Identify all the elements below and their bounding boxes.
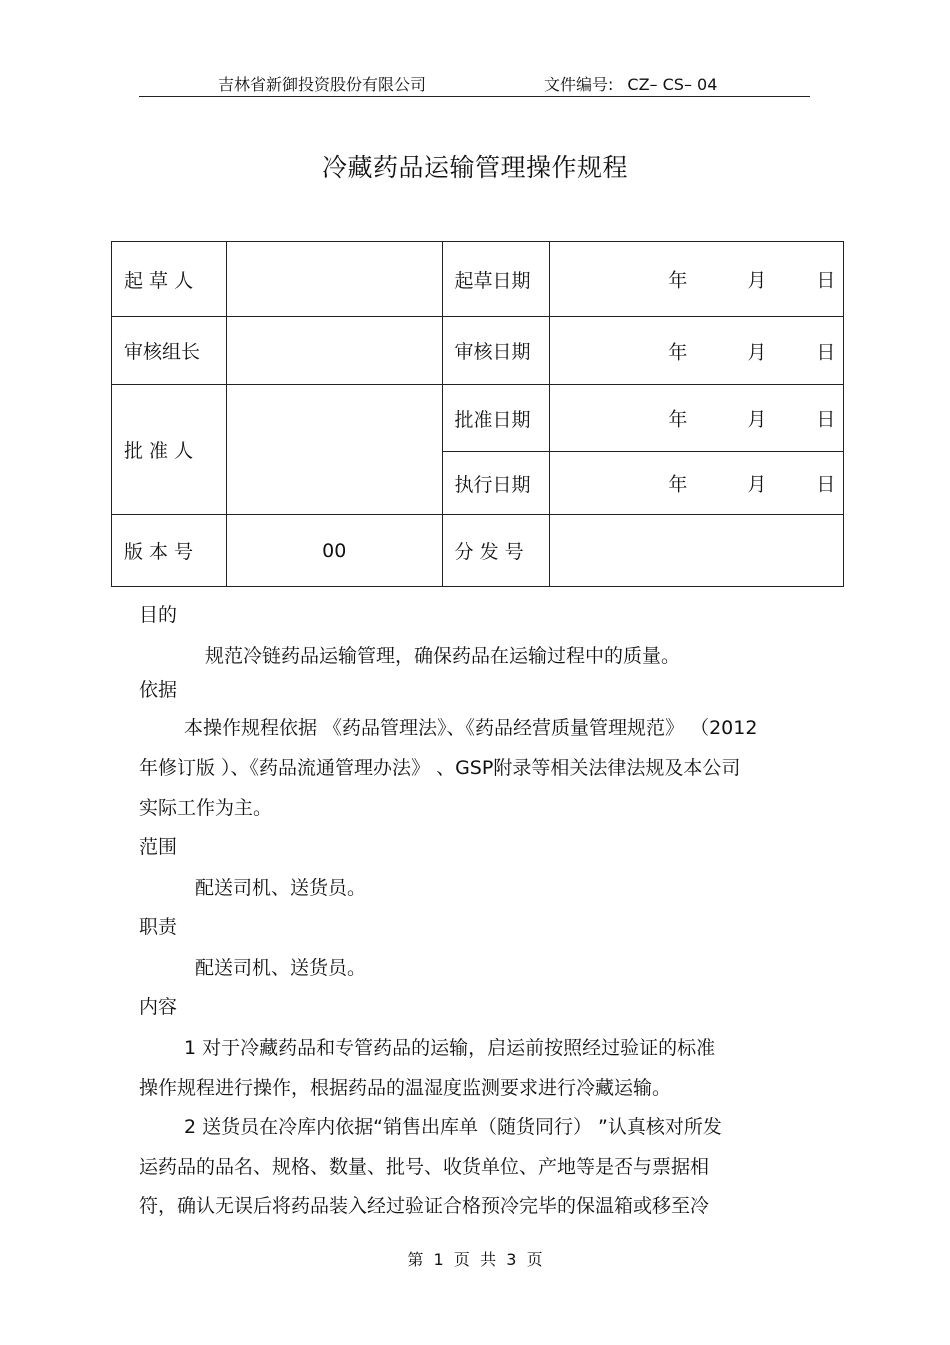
- table-row: [112, 317, 844, 385]
- draft-date-value: [550, 242, 844, 317]
- review-date-value: [550, 317, 844, 385]
- month-label: 月: [747, 473, 767, 496]
- item-2-line-2: 运药品的品名、规格、数量、批号、收货单位、产地等是否与票据相: [139, 1156, 710, 1178]
- scope-text: 配送司机、送货员。: [195, 877, 367, 899]
- reviewer-value: [226, 317, 442, 385]
- company-name: 吉林省新御投资股份有限公司: [218, 75, 427, 94]
- year-label: 年: [668, 408, 688, 431]
- document-number-label: 文件编号:: [544, 75, 614, 94]
- month-label: 月: [747, 341, 767, 363]
- version-label: 版 本 号: [112, 515, 227, 587]
- basis-heading: 依据: [139, 679, 178, 701]
- version-value: 00: [226, 515, 442, 587]
- approver-label: 批 准 人: [112, 385, 227, 515]
- day-label: 日: [816, 473, 836, 496]
- purpose-heading: 目的: [139, 604, 178, 626]
- year-label: 年: [668, 341, 688, 363]
- year-label: 年: [668, 269, 688, 292]
- day-label: 日: [816, 408, 836, 431]
- approval-table: [111, 241, 844, 587]
- item-2-line-3: 符，确认无误后将药品装入经过验证合格预冷完毕的保温箱或移至冷: [139, 1195, 710, 1217]
- day-label: 日: [816, 269, 836, 292]
- item-1-line-1: 1 对于冷藏药品和专管药品的运输，启运前按照经过验证的标准: [184, 1037, 716, 1059]
- basis-line-1: 本操作规程依据 《药品管理法》、《药品经营质量管理规范》 （2012: [184, 717, 758, 739]
- document-number-value: CZ– CS– 04: [627, 75, 718, 94]
- month-label: 月: [747, 269, 767, 292]
- table-row: [112, 385, 844, 452]
- table-row: [112, 242, 844, 317]
- content-heading: 内容: [139, 996, 178, 1018]
- review-date-label: 审核日期: [442, 317, 550, 385]
- page-header: [139, 70, 810, 97]
- document-number: [544, 72, 717, 95]
- day-label: 日: [816, 341, 836, 363]
- duty-text: 配送司机、送货员。: [195, 957, 367, 979]
- distribution-value: [550, 515, 844, 587]
- purpose-text: 规范冷链药品运输管理，确保药品在运输过程中的质量。: [205, 645, 681, 667]
- draft-date-label: 起草日期: [442, 242, 550, 317]
- reviewer-label: 审核组长: [112, 317, 227, 385]
- year-label: 年: [668, 473, 688, 496]
- basis-line-2: 年修订版 ）、《药品流通管理办法》 、GSP附录等相关法律法规及本公司: [139, 757, 741, 779]
- page-footer: 第 1 页 共 3 页: [407, 1250, 543, 1269]
- item-2-line-1: 2 送货员在冷库内依据“销售出库单（随货同行） ”认真核对所发: [184, 1116, 722, 1138]
- approver-value: [226, 385, 442, 515]
- exec-date-value: [550, 452, 844, 515]
- month-label: 月: [747, 408, 767, 431]
- item-1-line-2: 操作规程进行操作，根据药品的温湿度监测要求进行冷藏运输。: [139, 1077, 672, 1099]
- approve-date-label: 批准日期: [442, 385, 550, 452]
- basis-line-3: 实际工作为主。: [139, 797, 273, 819]
- drafter-label: 起 草 人: [112, 242, 227, 317]
- duty-heading: 职责: [139, 916, 178, 938]
- drafter-value: [226, 242, 442, 317]
- exec-date-label: 执行日期: [442, 452, 550, 515]
- scope-heading: 范围: [139, 836, 178, 858]
- table-row: [112, 515, 844, 587]
- distribution-label: 分 发 号: [442, 515, 550, 587]
- document-title: 冷藏药品运输管理操作规程: [321, 153, 628, 182]
- approve-date-value: [550, 385, 844, 452]
